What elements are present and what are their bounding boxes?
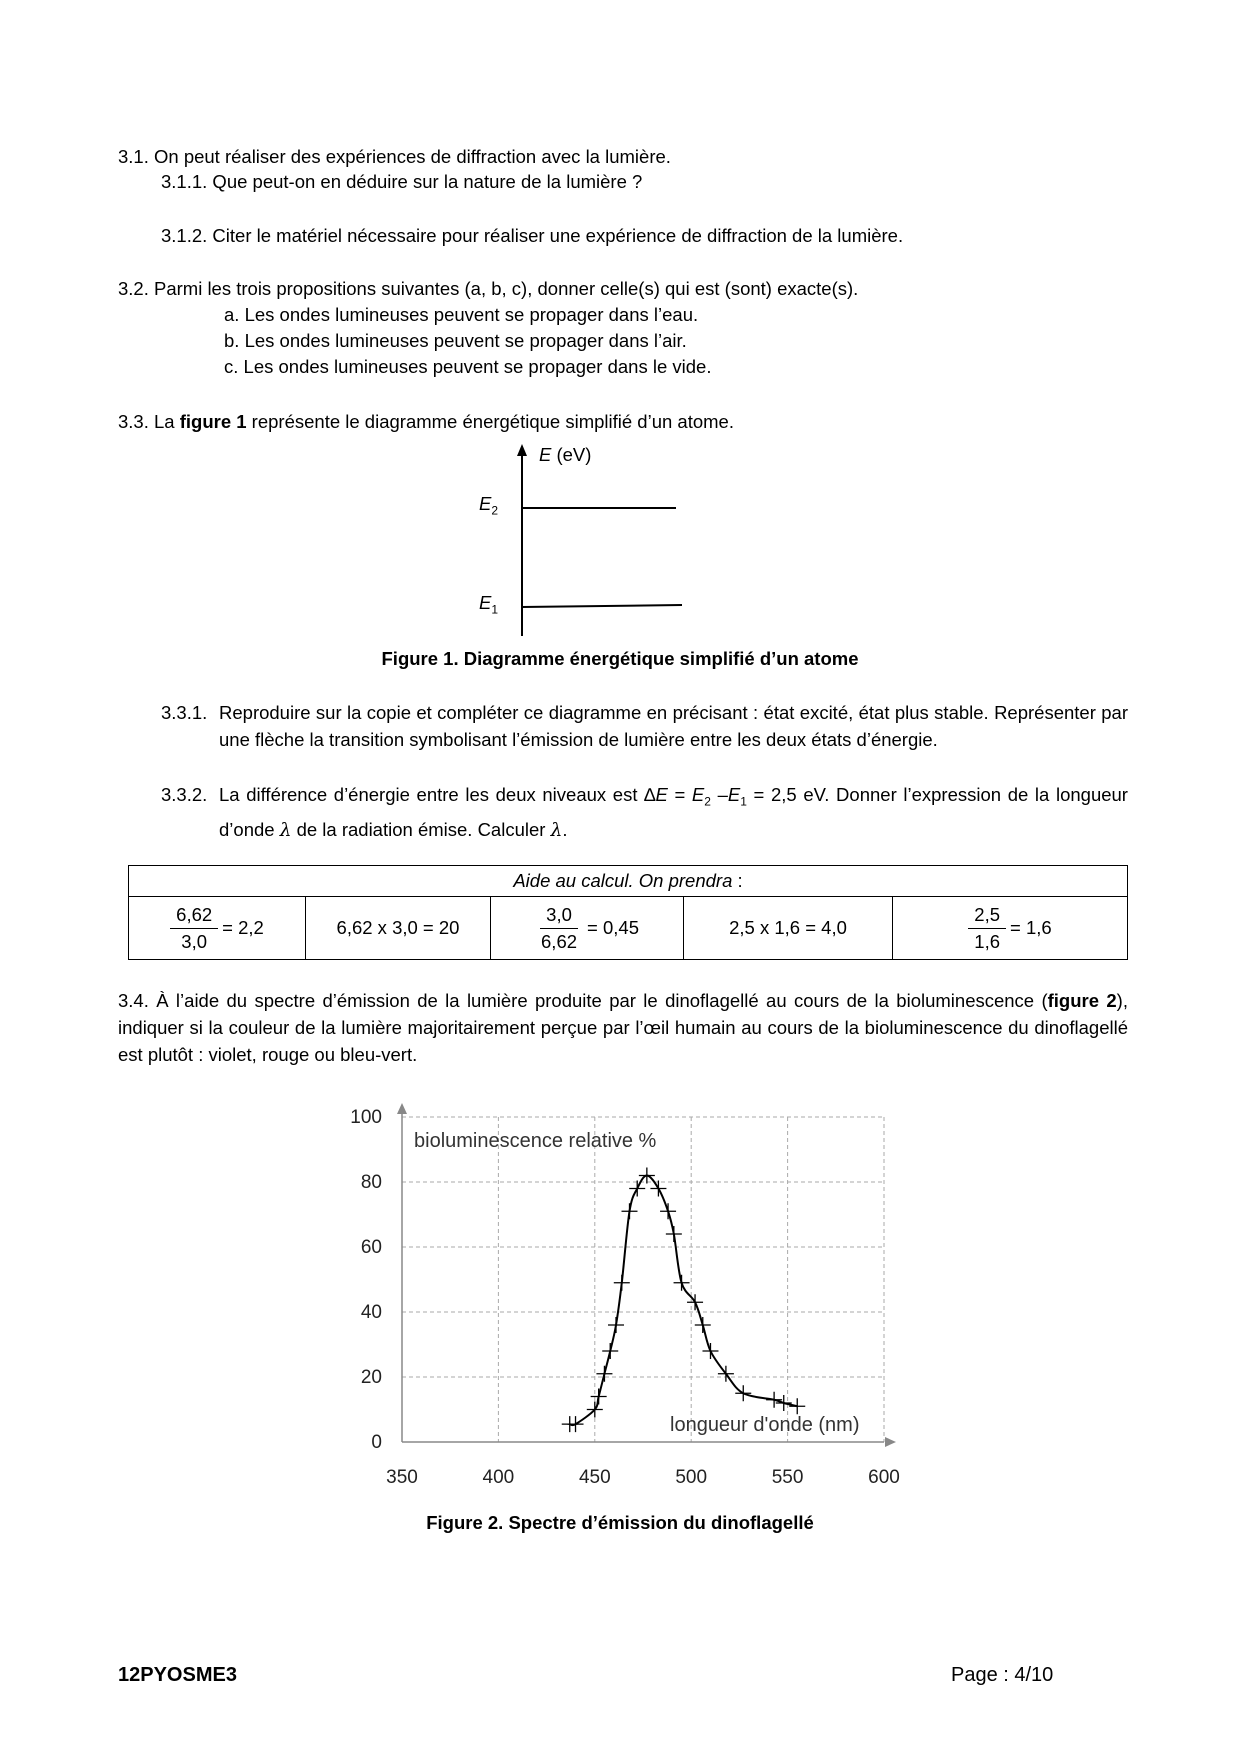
x-axis-arrow-icon <box>885 1437 896 1447</box>
question-3-4: 3.4. À l’aide du spectre d’émission de la lumière produite par le dinoflagellé au cours de la bioluminescence (figure 2), indiquer si la couleur de la lumière majoritairement perçue par l’œil humain au cours de la bioluminescence du dinoflagellé est plutôt : violet, rouge ou bleu-vert. <box>118 990 1128 1065</box>
calc-cell-3: $\frac{3,0}{6,62}$ = 0,45 <box>491 897 684 960</box>
y-tick-label: 60 <box>360 1237 382 1258</box>
calc-cell-5: $\frac{2,5}{1,6}$ = 1,6 <box>893 897 1128 960</box>
y-axis-label: bioluminescence relative % <box>414 1130 657 1152</box>
x-tick-label: 400 <box>482 1467 515 1488</box>
level-e1-label: $E_1$ <box>479 592 499 617</box>
chart-grid <box>402 1117 884 1442</box>
x-tick-label: 550 <box>771 1467 804 1488</box>
level-e2-label: $E_2$ <box>479 493 499 518</box>
data-point-marker <box>591 1389 607 1405</box>
proposition-b: b. Les ondes lumineuses peuvent se propager dans l’air. <box>224 330 687 351</box>
data-point-marker <box>718 1366 734 1382</box>
question-3-1: 3.1. On peut réaliser des expériences de diffraction avec la lumière. <box>118 146 671 167</box>
data-point-marker <box>614 1275 630 1291</box>
question-3-3-1-number: 3.3.1. <box>161 702 208 723</box>
data-point-marker <box>776 1395 792 1411</box>
x-tick-label: 450 <box>578 1467 611 1488</box>
question-3-3: 3.3. La figure 1 représente le diagramme énergétique simplifié d’un atome. <box>118 411 734 432</box>
y-tick-label: 80 <box>360 1172 382 1193</box>
data-point-marker <box>608 1317 624 1333</box>
calc-cell-2: 6,62 x 3,0 = 20 <box>306 897 491 960</box>
question-3-2: 3.2. Parmi les trois propositions suivantes (a, b, c), donner celle(s) qui est (sont) exacte(s). <box>118 278 859 299</box>
y-axis-arrow-icon <box>397 1103 407 1114</box>
y-tick-label: 100 <box>350 1107 382 1128</box>
data-point-marker <box>650 1181 666 1197</box>
data-point-marker <box>766 1392 782 1408</box>
data-point-marker <box>660 1203 676 1219</box>
data-point-marker <box>666 1226 682 1242</box>
question-3-1-2: 3.1.2. Citer le matériel nécessaire pour réaliser une expérience de diffraction de la lumière. <box>161 225 904 246</box>
chart-axes <box>397 1103 896 1447</box>
proposition-c: c. Les ondes lumineuses peuvent se propager dans le vide. <box>224 356 712 377</box>
question-3-3-2-number: 3.3.2. <box>161 784 208 805</box>
page-number: Page : 4/10 <box>951 1664 1054 1686</box>
x-tick-label: 600 <box>868 1467 900 1488</box>
data-point-marker <box>789 1398 805 1414</box>
calc-cell-1: $\frac{6,62}{3,0}$ = 2,2 <box>129 897 306 960</box>
proposition-a: a. Les ondes lumineuses peuvent se propager dans l’eau. <box>224 304 699 325</box>
x-tick-label: 500 <box>675 1467 708 1488</box>
data-point-marker <box>674 1275 690 1291</box>
data-point-marker <box>629 1181 645 1197</box>
y-tick-label: 40 <box>360 1302 382 1323</box>
y-tick-label: 20 <box>360 1367 382 1388</box>
y-tick-label: 0 <box>371 1432 382 1453</box>
data-point-marker <box>695 1317 711 1333</box>
question-3-3-2-text: La différence d’énergie entre les deux niveaux est $\Delta E = E_2$ $-E_1 = 2,5$ eV. Donner l’expression de la longueur d’onde λ de la radiation émise. Calculer λ. <box>219 784 1128 841</box>
x-axis-label: longueur d'onde (nm) <box>670 1414 860 1436</box>
data-point-marker <box>702 1343 718 1359</box>
question-3-1-1: 3.1.1. Que peut-on en déduire sur la nature de la lumière ? <box>161 171 643 192</box>
calc-cell-4: 2,5 x 1,6 = 4,0 <box>684 897 893 960</box>
spectrum-curve <box>570 1176 798 1426</box>
data-point-marker <box>622 1203 638 1219</box>
figure-2-caption: Figure 2. Spectre d’émission du dinoflagellé <box>426 1512 814 1533</box>
data-point-marker <box>602 1343 618 1359</box>
data-points <box>562 1168 806 1433</box>
question-3-3-1-text: Reproduire sur la copie et compléter ce diagramme en précisant : état excité, état plus stable. Représenter par une flèche la transition symbolisant l’émission de lumière entre les deux états d’énergie. <box>219 702 1128 750</box>
figure-1-caption: Figure 1. Diagramme énergétique simplifié d’un atome <box>381 648 859 669</box>
data-point-marker <box>596 1366 612 1382</box>
calculation-help-header: Aide au calcul. On prendra : <box>129 866 1128 897</box>
x-tick-label: 350 <box>386 1467 418 1488</box>
exam-code: 12PYOSME3 <box>118 1664 237 1686</box>
energy-axis-label: E (eV) <box>539 444 592 465</box>
